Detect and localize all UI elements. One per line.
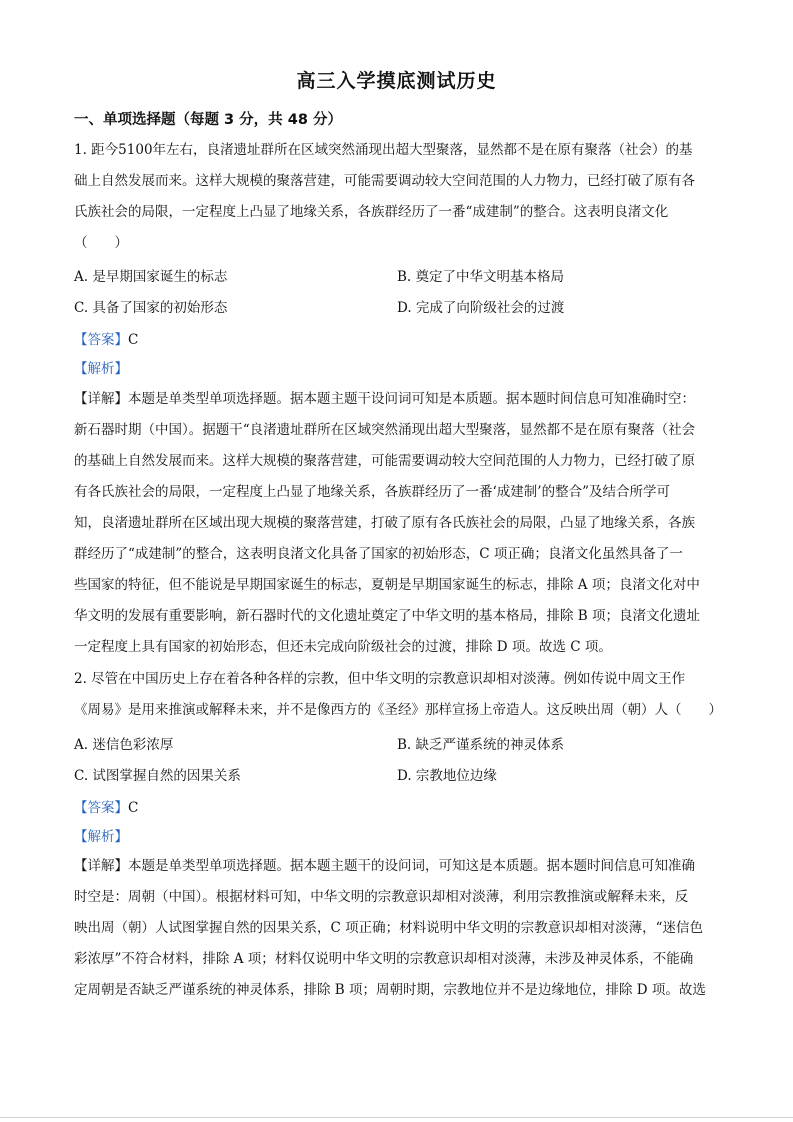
page-bottom-divider xyxy=(0,1117,793,1118)
answer-label: 【答案】 xyxy=(74,800,128,816)
page-title: 高三入学摸底测试历史 xyxy=(296,70,497,92)
question-2-detail-line: 时空是：周朝（中国）。根据材料可知，中华文明的宗教意识却相对淡薄，利用宗教推演或解释未来，反 xyxy=(74,889,689,905)
question-1-detail-line: 群经历了“成建制”的整合，这表明良渚文化具备了国家的初始形态，C 项正确；良渚文化虽然具备了一 xyxy=(74,546,683,562)
question-1-analysis-label xyxy=(74,357,128,377)
question-1-option-a: A. 是早期国家诞生的标志 xyxy=(74,269,228,285)
answer-value: C xyxy=(128,332,139,348)
question-1-detail-line: 有各氏族社会的局限，一定程度上凸显了地缘关系，各族群经历了一番‘成建制’的整合”及结合所学可 xyxy=(74,484,670,500)
question-2-detail-line: 【详解】本题是单类型单项选择题。据本题主题干的设问词，可知这是本质题。据本题时间信息可知准确 xyxy=(74,858,695,874)
question-1-answer xyxy=(74,328,138,348)
question-2-detail-line: 定周朝是否缺乏严谨系统的神灵体系，排除 B 项；周朝时期，宗教地位并不是边缘地位，排除 D 项。故选 xyxy=(74,982,706,998)
question-2-stem-line: 2. 尽管在中国历史上存在着各种各样的宗教，但中华文明的宗教意识却相对淡薄。例如传说中周文王作 xyxy=(74,671,686,687)
answer-value: C xyxy=(128,800,139,816)
question-1-detail-line: 一定程度上具有国家的初始形态，但还未完成向阶级社会的过渡，排除 D 项。故选 C 项。 xyxy=(74,639,612,655)
question-1-detail-line: 【详解】本题是单类型单项选择题。据本题主题干设问词可知是本质题。据本题时间信息可知准确时空： xyxy=(74,391,695,407)
question-1-stem-line: 础上自然发展而来。这样大规模的聚落营建，可能需要调动较大空间范围的人力物力，已经打破了原有各 xyxy=(74,173,695,189)
question-1-stem-line: （ ） xyxy=(74,235,128,251)
question-1-option-d: D. 完成了向阶级社会的过渡 xyxy=(397,300,565,316)
question-1-detail-line: 新石器时期（中国）。据题干“良渚遗址群所在区域突然涌现出超大型聚落，显然都不是在原有聚落（社会 xyxy=(74,422,696,438)
question-2-answer xyxy=(74,796,138,816)
question-1-detail-line: 些国家的特征，但不能说是早期国家诞生的标志，夏朝是早期国家诞生的标志，排除 A 项；良渚文化对中 xyxy=(74,577,700,593)
question-2-stem-line: 《周易》是用来推演或解释未来，并不是像西方的《圣经》那样宣扬上帝造人。这反映出周（朝）人（ ） xyxy=(74,702,722,718)
question-2-option-c: C. 试图掌握自然的因果关系 xyxy=(74,768,241,784)
section-heading: 一、单项选择题（每题 3 分，共 48 分） xyxy=(74,112,342,128)
question-2-detail-line: 映出周（朝）人试图掌握自然的因果关系，C 项正确；材料说明中华文明的宗教意识却相对淡薄，“迷信色 xyxy=(74,920,704,936)
analysis-label: 【解析】 xyxy=(74,829,128,845)
question-1-detail-line: 华文明的发展有重要影响，新石器时代的文化遗址奠定了中华文明的基本格局，排除 B 项；良渚文化遗址 xyxy=(74,608,701,624)
question-2-detail-line: 彩浓厚”不符合材料，排除 A 项；材料仅说明中华文明的宗教意识却相对淡薄，未涉及神灵体系，不能确 xyxy=(74,951,694,967)
question-1-stem-line: 氏族社会的局限，一定程度上凸显了地缘关系，各族群经历了一番“成建制”的整合。这表明良渚文化 xyxy=(74,204,669,220)
question-2-option-d: D. 宗教地位边缘 xyxy=(397,768,497,784)
question-1-detail-line: 知，良渚遗址群所在区域出现大规模的聚落营建，打破了原有各氏族社会的局限，凸显了地缘关系，各族 xyxy=(74,515,695,531)
question-1-option-b: B. 奠定了中华文明基本格局 xyxy=(397,269,565,285)
question-1-option-c: C. 具备了国家的初始形态 xyxy=(74,300,228,316)
question-2-analysis-label xyxy=(74,825,128,845)
question-2-option-a: A. 迷信色彩浓厚 xyxy=(74,737,174,753)
analysis-label: 【解析】 xyxy=(74,361,128,377)
question-1-detail-line: 的基础上自然发展而来。这样大规模的聚落营建，可能需要调动较大空间范围的人力物力，已经打破了原 xyxy=(74,453,695,469)
answer-label: 【答案】 xyxy=(74,332,128,348)
question-1-stem-line: 1. 距今5100年左右，良渚遗址群所在区域突然涌现出超大型聚落，显然都不是在原有聚落（社会）的基 xyxy=(74,142,693,158)
question-2-option-b: B. 缺乏严谨系统的神灵体系 xyxy=(397,737,565,753)
